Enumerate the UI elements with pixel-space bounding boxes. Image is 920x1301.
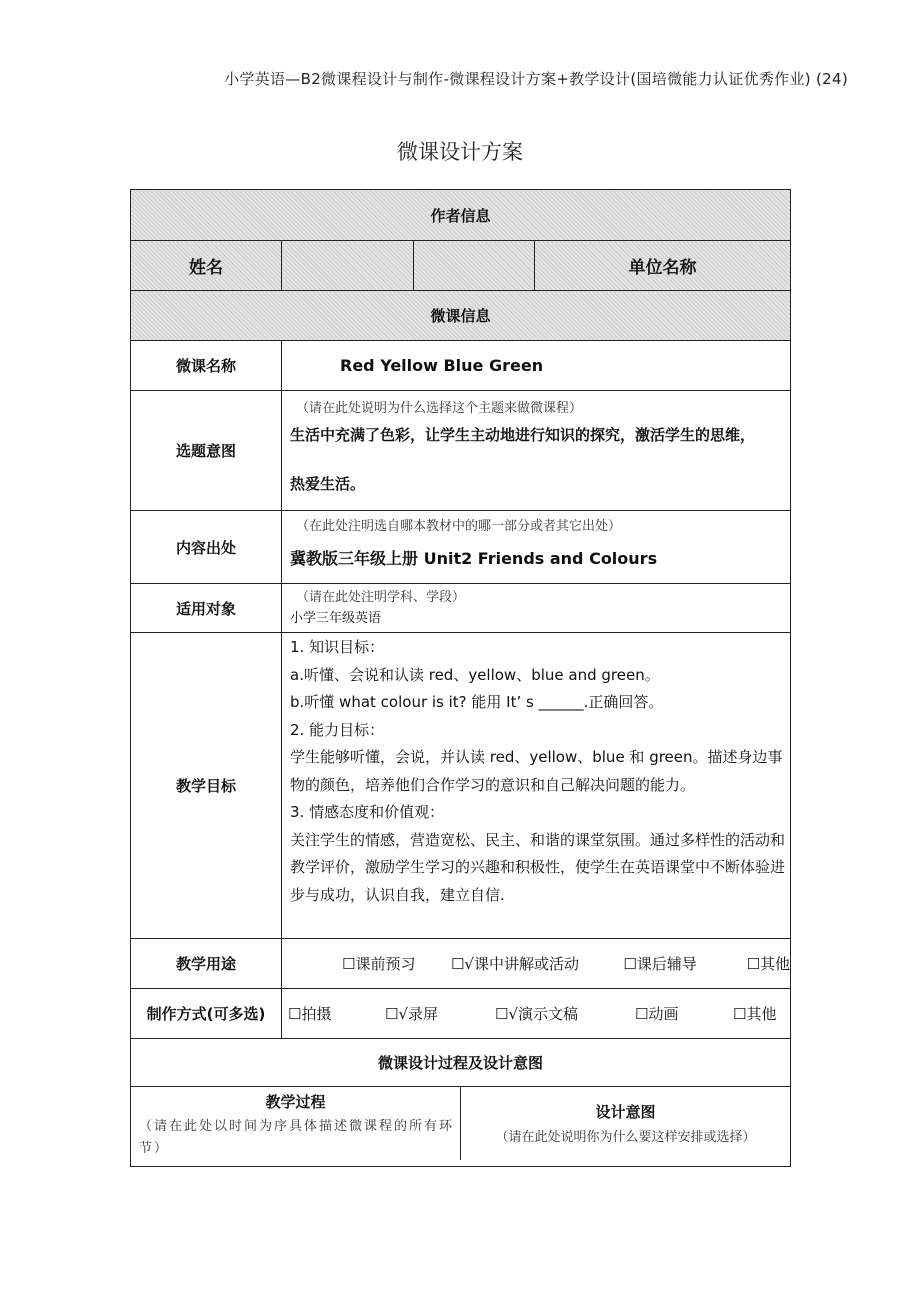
source-note: （在此处注明选自哪本教材中的哪一部分或者其它出处） (296, 519, 622, 534)
usage-option-after-class[interactable]: ☐课后辅导 (623, 955, 697, 973)
intent-note: （请在此处说明为什么选择这个主题来做微课程） (296, 401, 583, 416)
unit-name-label: 单位名称 (535, 241, 791, 291)
ability-goal-text: 学生能够听懂，会说，并认读 red、yellow、blue 和 green。描述身边事物的颜色，培养他们合作学习的意识和自己解决问题的能力。 (290, 748, 783, 794)
page-header: 小学英语—B2微课程设计与制作-微课程设计方案+教学设计(国培微能力认证优秀作业) (24) (224, 70, 848, 88)
usage-option-in-class[interactable]: ☐√课中讲解或活动 (450, 955, 579, 973)
intent-line-1: 生活中充满了色彩，让学生主动地进行知识的探究，激活学生的思维， (290, 426, 756, 444)
intent-line-2: 热爱生活。 (290, 475, 366, 493)
course-name-label: 微课名称 (131, 341, 282, 391)
audience-label: 适用对象 (131, 584, 282, 633)
ability-goal-title: 2. 能力目标： (290, 720, 385, 739)
source-label: 内容出处 (131, 511, 282, 584)
audience-value: 小学三年级英语 (290, 611, 382, 626)
emotion-goal-text: 关注学生的情感，营造宽松、民主、和谐的课堂氛围。通过多样性的活动和教学评价，激励学生学习的兴趣和积极性，使学生在英语课堂中不断体验进步与成功，认识自我，建立自信. (290, 830, 786, 904)
method-option-filming[interactable]: ☐拍摄 (288, 1005, 332, 1023)
method-label: 制作方式(可多选) (131, 989, 282, 1039)
knowledge-goal-b: b.听懂 what colour is it? 能用 It’ s ______.正确回答。 (290, 693, 664, 711)
design-form-table (130, 189, 791, 1167)
intent-label: 选题意图 (131, 391, 282, 511)
usage-option-preview[interactable]: ☐课前预习 (342, 955, 416, 973)
document-title: 微课设计方案 (397, 140, 523, 164)
usage-option-other[interactable]: ☐其他 (746, 955, 791, 973)
process-label: 教学过程 (265, 1093, 326, 1111)
audience-note: （请在此处注明学科、学段） (296, 590, 466, 605)
course-section-heading: 微课信息 (131, 291, 791, 341)
process-note: （请在此处以时间为序具体描述微课程的所有环节） (139, 1119, 455, 1156)
emotion-goal-title: 3. 情感态度和价值观： (290, 803, 445, 821)
design-intent-note: （请在此处说明你为什么要这样安排或选择） (495, 1130, 756, 1145)
design-intent-column (461, 1087, 790, 1160)
method-option-screen-record[interactable]: ☐√录屏 (385, 1005, 439, 1023)
usage-label: 教学用途 (131, 939, 282, 989)
process-column (131, 1087, 461, 1160)
knowledge-goal-title: 1. 知识目标： (290, 638, 385, 656)
design-section-heading: 微课设计过程及设计意图 (131, 1039, 791, 1087)
method-option-animation[interactable]: ☐动画 (635, 1005, 679, 1023)
author-section-heading: 作者信息 (131, 190, 791, 241)
knowledge-goal-a: a.听懂、会说和认读 red、yellow、blue and green。 (290, 665, 660, 684)
name-label: 姓名 (131, 241, 282, 291)
name-field[interactable] (282, 241, 414, 291)
source-value: 冀教版三年级上册 Unit2 Friends and Colours (290, 549, 658, 568)
objectives-label: 教学目标 (131, 633, 282, 939)
method-option-slides[interactable]: ☐√演示文稿 (495, 1005, 579, 1023)
course-name-value: Red Yellow Blue Green (282, 341, 791, 391)
extra-field[interactable] (414, 241, 535, 291)
design-intent-label: 设计意图 (595, 1103, 656, 1121)
method-option-other[interactable]: ☐其他 (733, 1005, 777, 1023)
